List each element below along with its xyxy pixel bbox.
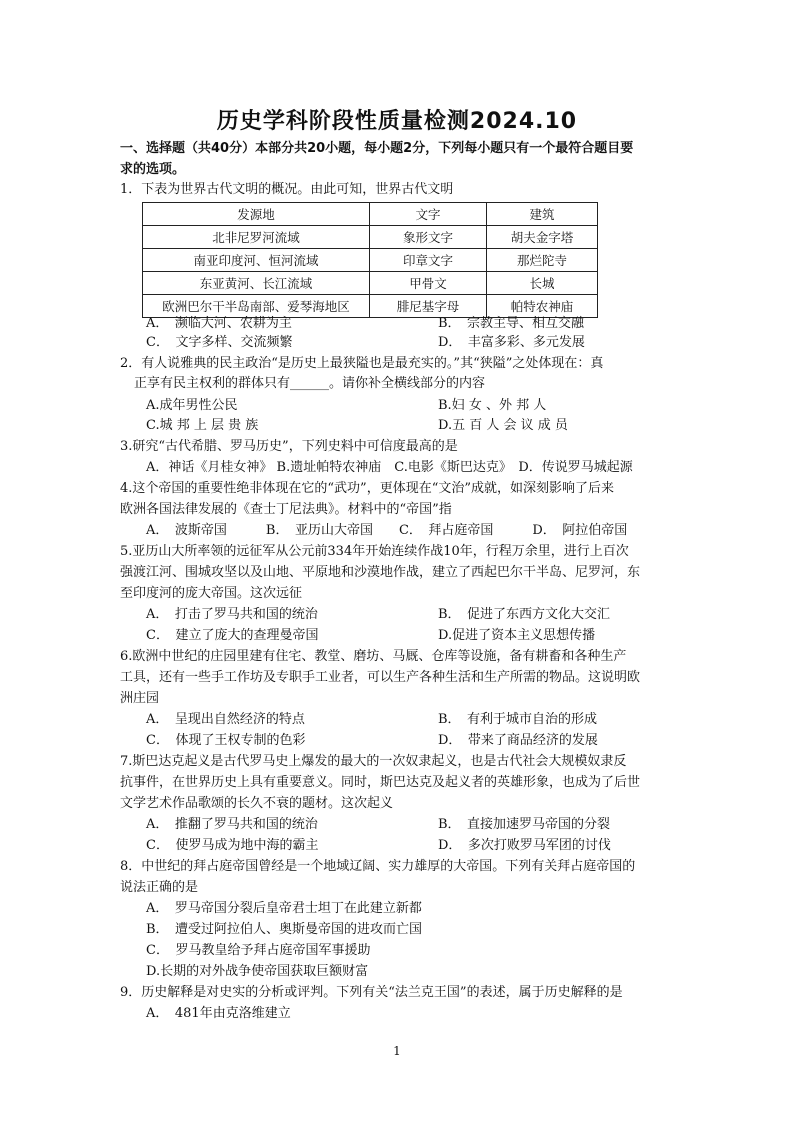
q6-option-c: C． 体现了王权专制的色彩 <box>146 733 306 748</box>
q1-option-d: D． 丰富多彩、多元发展 <box>438 335 585 350</box>
q7-option-a: A． 推翻了罗马共和国的统治 <box>146 817 318 832</box>
q2-stem-line1: 2．有人说雅典的民主政治“是历史上最狭隘也是最充实的。”其“狭隘”之处体现在：真 <box>120 356 604 371</box>
q5-stem-line2: 强渡江河、围城攻坚以及山地、平原地和沙漠地作战，建立了西起巴尔干半岛、尼罗河，东 <box>120 565 641 580</box>
table-row <box>143 249 598 272</box>
page-title: 历史学科阶段性质量检测2024.10 <box>216 109 578 134</box>
q6-option-b: B． 有利于城市自治的形成 <box>438 712 598 727</box>
q1-option-b: B． 宗教主导、相互交融 <box>438 316 585 331</box>
q6-option-a: A． 呈现出自然经济的特点 <box>146 712 305 727</box>
table-cell: 长城 <box>487 272 598 295</box>
table-cell: 北非尼罗河流域 <box>143 226 370 249</box>
q2-option-a: A.成年男性公民 <box>146 398 238 413</box>
table-header-row <box>143 203 598 226</box>
q2-stem-line2: 正享有民主权利的群体只有______。请你补全横线部分的内容 <box>134 376 486 391</box>
table-cell: 欧洲巴尔干半岛南部、爱琴海地区 <box>143 295 370 318</box>
q1-stem: 1．下表为世界古代文明的概况。由此可知，世界古代文明 <box>120 182 454 197</box>
table-header-origin: 发源地 <box>143 203 370 226</box>
q4-options: A． 波斯帝国 B． 亚历山大帝国 C． 拜占庭帝国 D． 阿拉伯帝国 <box>146 523 628 538</box>
q1-option-c: C． 文字多样、交流频繁 <box>146 335 293 350</box>
q5-option-d: D.促进了资本主义思想传播 <box>438 628 596 643</box>
q7-stem-line1: 7.斯巴达克起义是古代罗马史上爆发的最大的一次奴隶起义，也是古代社会大规模奴隶反 <box>120 754 627 769</box>
table-row <box>143 272 598 295</box>
section-heading-line2: 求的选项。 <box>120 162 186 177</box>
q6-stem-line1: 6.欧洲中世纪的庄园里建有住宅、教堂、磨坊、马厩、仓库等设施，备有耕畜和各种生产 <box>120 649 627 664</box>
q8-option-d: D.长期的对外战争使帝国获取巨额财富 <box>146 964 369 979</box>
q6-option-d: D． 带来了商品经济的发展 <box>438 733 598 748</box>
table-cell: 东亚黄河、长江流域 <box>143 272 370 295</box>
q3-options: A．神话《月桂女神》 B.遗址帕特农神庙 C.电影《斯巴达克》 D．传说罗马城起源 <box>146 460 633 475</box>
table-cell: 帕特农神庙 <box>487 295 598 318</box>
table-cell: 那烂陀寺 <box>487 249 598 272</box>
q7-option-c: C． 使罗马成为地中海的霸主 <box>146 838 319 853</box>
table-header-architecture: 建筑 <box>487 203 598 226</box>
q8-option-a: A． 罗马帝国分裂后皇帝君士坦丁在此建立新都 <box>146 901 422 916</box>
q4-stem-line1: 4.这个帝国的重要性绝非体现在它的“武功”，更体现在“文治”成就，如深刻影响了后来 <box>120 481 614 496</box>
table-cell: 象形文字 <box>370 226 487 249</box>
q5-option-a: A． 打击了罗马共和国的统治 <box>146 607 318 622</box>
table-cell: 胡夫金字塔 <box>487 226 598 249</box>
q9-option-a: A． 481年由克洛维建立 <box>146 1006 291 1021</box>
table-header-script: 文字 <box>370 203 487 226</box>
section-heading-line1: 一、选择题（共40分）本部分共20小题，每小题2分，下列每小题只有一个最符合题目要 <box>120 141 634 156</box>
q7-option-d: D． 多次打败罗马军团的讨伐 <box>438 838 611 853</box>
civilization-table <box>142 202 598 318</box>
q2-option-d: D.五 百 人 会 议 成 员 <box>438 418 568 433</box>
table-cell: 印章文字 <box>370 249 487 272</box>
q8-option-b: B． 遭受过阿拉伯人、奥斯曼帝国的进攻而亡国 <box>146 922 423 937</box>
q7-option-b: B． 直接加速罗马帝国的分裂 <box>438 817 611 832</box>
q6-stem-line2: 工具，还有一些手工作坊及专职手工业者，可以生产各种生活和生产所需的物品。这说明欧 <box>120 670 641 685</box>
q5-option-c: C． 建立了庞大的查理曼帝国 <box>146 628 319 643</box>
q8-stem-line2: 说法正确的是 <box>120 880 199 895</box>
table-cell: 腓尼基字母 <box>370 295 487 318</box>
q3-stem: 3.研究“古代希腊、罗马历史”，下列史料中可信度最高的是 <box>120 439 458 454</box>
q1-option-a: A． 濒临大河、农耕为主 <box>146 316 292 331</box>
q4-stem-line2: 欧洲各国法律发展的《查士丁尼法典》。材料中的“帝国”指 <box>120 502 452 517</box>
q7-stem-line3: 文学艺术作品歌颂的长久不衰的题材。这次起义 <box>120 796 394 811</box>
q8-stem-line1: 8．中世纪的拜占庭帝国曾经是一个地域辽阔、实力雄厚的大帝国。下列有关拜占庭帝国的 <box>120 859 636 874</box>
table-cell: 南亚印度河、恒河流域 <box>143 249 370 272</box>
q5-stem-line1: 5.亚历山大所率领的远征军从公元前334年开始连续作战10年，行程万余里，进行上百次 <box>120 544 629 559</box>
page-number: 1 <box>393 1044 401 1058</box>
q2-option-c: C.城 邦 上 层 贵 族 <box>146 418 259 433</box>
q6-stem-line3: 洲庄园 <box>120 691 160 706</box>
q9-stem: 9．历史解释是对史实的分析或评判。下列有关“法兰克王国”的表述，属于历史解释的是 <box>120 985 623 1000</box>
q5-stem-line3: 至印度河的庞大帝国。这次远征 <box>120 586 303 601</box>
q5-option-b: B． 促进了东西方文化大交汇 <box>438 607 611 622</box>
q8-option-c: C． 罗马教皇给予拜占庭帝国军事援助 <box>146 943 371 958</box>
table-cell: 甲骨文 <box>370 272 487 295</box>
q2-option-b: B.妇 女 、外 邦 人 <box>438 398 547 413</box>
q7-stem-line2: 抗事件，在世界历史上具有重要意义。同时，斯巴达克及起义者的英雄形象，也成为了后世 <box>120 775 641 790</box>
table-row <box>143 226 598 249</box>
